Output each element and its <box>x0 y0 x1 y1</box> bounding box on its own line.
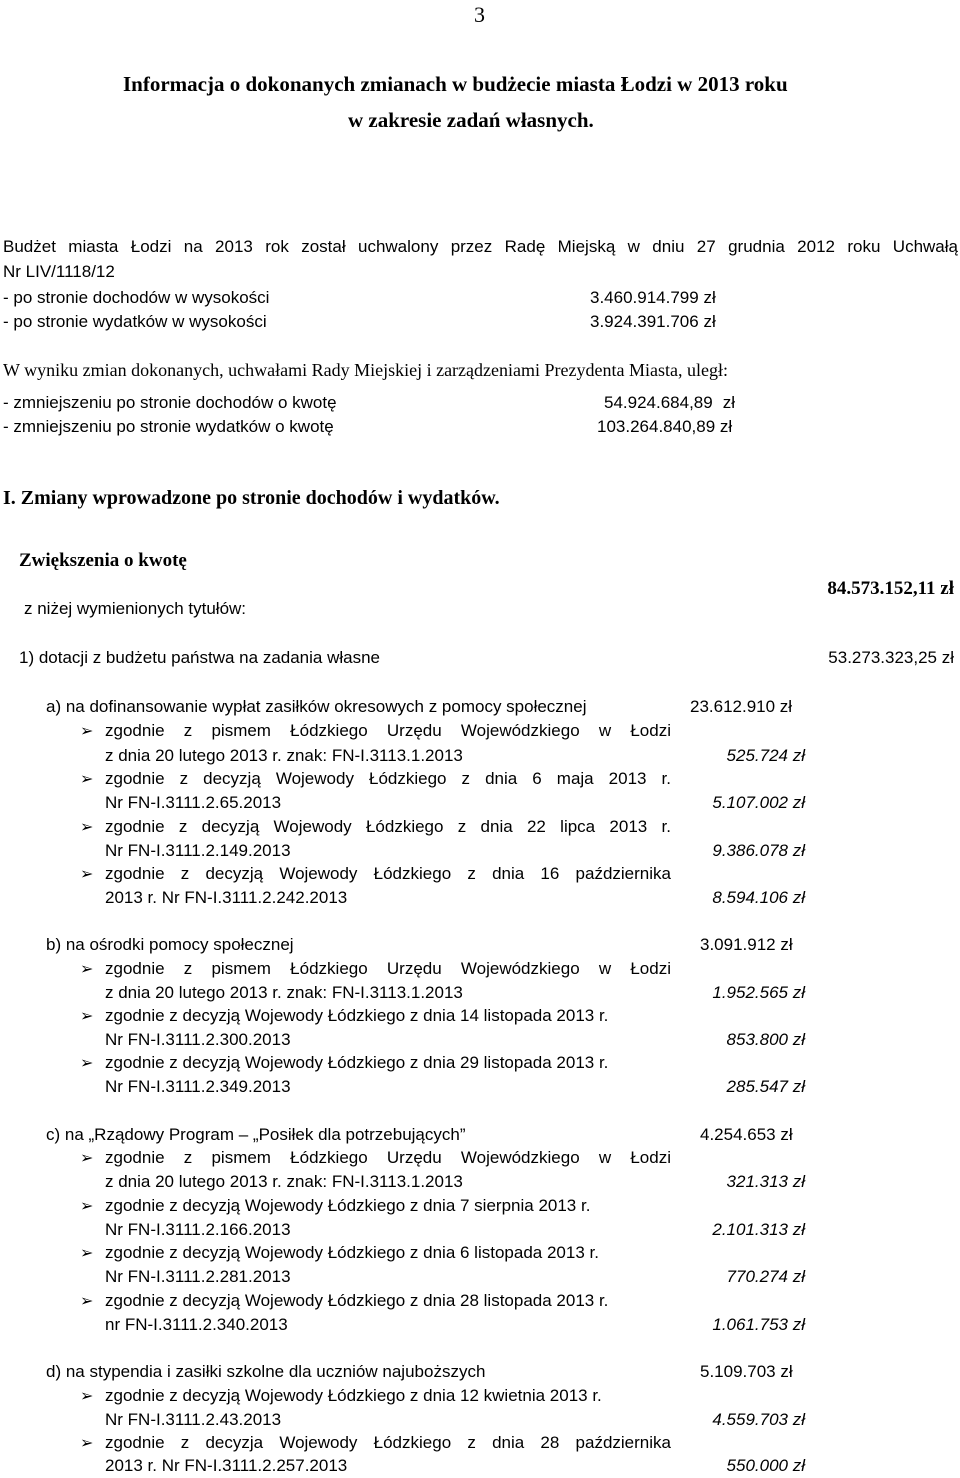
expense-plan-value: 3.924.391.706 zł <box>590 312 716 331</box>
arrow-bullet-icon: ➢ <box>80 769 94 788</box>
income-decrease-value: 54.924.684,89 zł <box>604 393 735 412</box>
entry-line2: Nr FN-I.3111.2.281.2013 <box>105 1267 291 1286</box>
entry-value: 4.559.703 zł <box>712 1410 805 1429</box>
entry-line1: zgodnie z pismem Łódzkiego Urzędu Wojewódzkiego w Łodzi <box>105 1148 671 1167</box>
arrow-bullet-icon: ➢ <box>80 864 94 883</box>
changes-sentence: W wyniku zmian dokonanych, uchwałami Rady Miejskiej i zarządzeniami Prezydenta Miasta, uległ: <box>3 360 728 380</box>
entry-value: 2.101.313 zł <box>712 1220 805 1239</box>
entry-line1: zgodnie z decyzją Wojewody Łódzkiego z dnia 14 listopada 2013 r. <box>105 1006 609 1025</box>
intro-paragraph-line2: Nr LIV/1118/12 <box>3 262 115 281</box>
section-heading: I. Zmiany wprowadzone po stronie dochodów i wydatków. <box>3 487 500 509</box>
arrow-bullet-icon: ➢ <box>80 959 94 978</box>
arrow-bullet-icon: ➢ <box>80 1433 94 1452</box>
entry-value: 285.547 zł <box>726 1077 805 1096</box>
entry-line1: zgodnie z decyzją Wojewody Łódzkiego z dnia 29 listopada 2013 r. <box>105 1053 609 1072</box>
entry-line2: Nr FN-I.3111.2.166.2013 <box>105 1220 291 1239</box>
entry-line2: Nr FN-I.3111.2.43.2013 <box>105 1410 282 1429</box>
document-title-line2: w zakresie zadań własnych. <box>348 108 594 132</box>
arrow-bullet-icon: ➢ <box>80 1196 94 1215</box>
from-titles-label: z niżej wymienionych tytułów: <box>24 599 247 618</box>
entry-line1: zgodnie z decyzją Wojewody Łódzkiego z dnia 6 listopada 2013 r. <box>105 1243 599 1262</box>
group-label: c) na „Rządowy Program – „Posiłek dla potrzebujących” <box>46 1125 466 1144</box>
entry-line2: Nr FN-I.3111.2.65.2013 <box>105 793 282 812</box>
entry-value: 1.061.753 zł <box>712 1315 805 1334</box>
entry-value: 525.724 zł <box>726 746 805 765</box>
entry-value: 1.952.565 zł <box>712 983 805 1002</box>
expense-decrease-label: - zmniejszeniu po stronie wydatków o kwotę <box>3 417 334 436</box>
income-decrease-label: - zmniejszeniu po stronie dochodów o kwotę <box>3 393 337 412</box>
arrow-bullet-icon: ➢ <box>80 1243 94 1262</box>
entry-value: 853.800 zł <box>726 1030 805 1049</box>
expense-plan-label: - po stronie wydatków w wysokości <box>3 312 267 331</box>
entry-value: 770.274 zł <box>726 1267 805 1286</box>
arrow-bullet-icon: ➢ <box>80 1053 94 1072</box>
increase-label: Zwiększenia o kwotę <box>19 550 187 571</box>
entry-line1: zgodnie z decyzją Wojewody Łódzkiego z dnia 12 kwietnia 2013 r. <box>105 1386 602 1405</box>
group-value: 4.254.653 zł <box>700 1125 793 1144</box>
entry-line2: Nr FN-I.3111.2.149.2013 <box>105 841 291 860</box>
entry-line1: zgodnie z decyzją Wojewody Łódzkiego z dnia 7 sierpnia 2013 r. <box>105 1196 591 1215</box>
entry-value: 321.313 zł <box>726 1172 805 1191</box>
group-label: b) na ośrodki pomocy społecznej <box>46 935 294 954</box>
arrow-bullet-icon: ➢ <box>80 817 94 836</box>
entry-line1: zgodnie z decyzją Wojewody Łódzkiego z dnia 28 listopada 2013 r. <box>105 1291 609 1310</box>
increase-value: 84.573.152,11 zł <box>827 578 954 599</box>
entry-line1: zgodnie z decyzją Wojewody Łódzkiego z dnia 6 maja 2013 r. <box>105 769 671 788</box>
arrow-bullet-icon: ➢ <box>80 1386 94 1405</box>
entry-line1: zgodnie z decyzją Wojewody Łódzkiego z dnia 16 października <box>105 864 671 883</box>
arrow-bullet-icon: ➢ <box>80 1148 94 1167</box>
income-plan-label: - po stronie dochodów w wysokości <box>3 288 270 307</box>
entry-line1: zgodnie z pismem Łódzkiego Urzędu Wojewódzkiego w Łodzi <box>105 959 671 978</box>
state-grant-label: 1) dotacji z budżetu państwa na zadania własne <box>19 648 381 667</box>
entry-line2: nr FN-I.3111.2.340.2013 <box>105 1315 288 1334</box>
entry-line2: 2013 r. Nr FN-I.3111.2.257.2013 <box>105 1456 348 1475</box>
arrow-bullet-icon: ➢ <box>80 721 94 740</box>
group-value: 3.091.912 zł <box>700 935 793 954</box>
expense-decrease-value: 103.264.840,89 zł <box>597 417 733 436</box>
entry-value: 5.107.002 zł <box>712 793 805 812</box>
arrow-bullet-icon: ➢ <box>80 1006 94 1025</box>
group-value: 23.612.910 zł <box>690 697 793 716</box>
entry-line1: zgodnie z decyzją Wojewody Łódzkiego z dnia 22 lipca 2013 r. <box>105 817 671 836</box>
intro-paragraph-line1: Budżet miasta Łodzi na 2013 rok został uchwalony przez Radę Miejską w dniu 27 grudnia 2012 roku Uchwałą <box>3 237 958 256</box>
group-label: a) na dofinansowanie wypłat zasiłków okresowych z pomocy społecznej <box>46 697 587 716</box>
state-grant-value: 53.273.323,25 zł <box>828 648 954 667</box>
page-number: 3 <box>474 2 485 27</box>
entry-line2: z dnia 20 lutego 2013 r. znak: FN-I.3113.1.2013 <box>105 983 463 1002</box>
entry-line2: z dnia 20 lutego 2013 r. znak: FN-I.3113.1.2013 <box>105 746 463 765</box>
entry-line1: zgodnie z decyzja Wojewody Łódzkiego z dnia 28 października <box>105 1433 671 1452</box>
entry-line2: Nr FN-I.3111.2.349.2013 <box>105 1077 291 1096</box>
document-title-line1: Informacja o dokonanych zmianach w budżecie miasta Łodzi w 2013 roku <box>123 72 788 96</box>
entry-value: 9.386.078 zł <box>712 841 805 860</box>
group-label: d) na stypendia i zasiłki szkolne dla uczniów najuboższych <box>46 1362 486 1381</box>
entry-line2: 2013 r. Nr FN-I.3111.2.242.2013 <box>105 888 348 907</box>
income-plan-value: 3.460.914.799 zł <box>590 288 716 307</box>
entry-line2: Nr FN-I.3111.2.300.2013 <box>105 1030 291 1049</box>
entry-value: 550.000 zł <box>726 1456 805 1475</box>
entry-line1: zgodnie z pismem Łódzkiego Urzędu Wojewódzkiego w Łodzi <box>105 721 671 740</box>
arrow-bullet-icon: ➢ <box>80 1291 94 1310</box>
entry-line2: z dnia 20 lutego 2013 r. znak: FN-I.3113.1.2013 <box>105 1172 463 1191</box>
group-value: 5.109.703 zł <box>700 1362 793 1381</box>
entry-value: 8.594.106 zł <box>712 888 805 907</box>
